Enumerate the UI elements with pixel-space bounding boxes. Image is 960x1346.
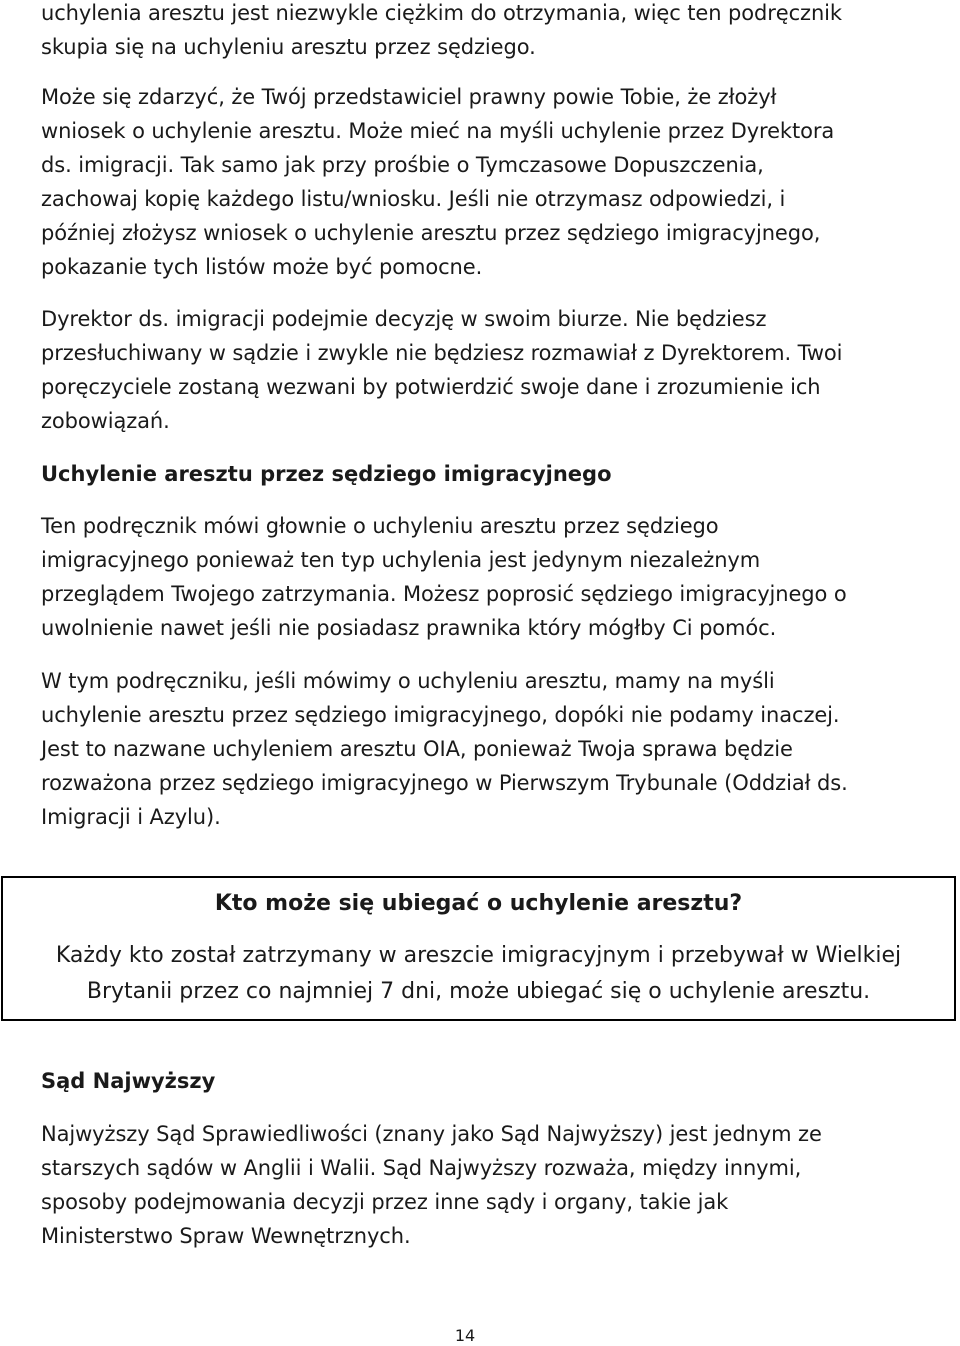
section-heading-immigration-judge: Uchylenie aresztu przez sędziego imigracyjnego [41,462,612,486]
text-line: Imigracji i Azylu). [41,805,221,829]
text-line: starszych sądów w Anglii i Walii. Sąd Najwyższy rozważa, między innymi, [41,1156,802,1180]
paragraph-intro [41,0,921,64]
text-line: Każdy kto został zatrzymany w areszcie imigracyjnym i przebywał w Wielkiej [55,943,902,968]
text-line: uchylenia aresztu jest niezwykle ciężkim do otrzymania, więc ten podręcznik [41,1,842,25]
text-line: uwolnienie nawet jeśli nie posiadasz prawnika który mógłby Ci pomóc. [41,616,777,640]
page-number: 14 [454,1326,476,1345]
text-line: sposoby podejmowania decyzji przez inne sądy i organy, takie jak [41,1190,729,1214]
text-line: przeglądem Twojego zatrzymania. Możesz poprosić sędziego imigracyjnego o [41,582,847,606]
text-line: imigracyjnego ponieważ ten typ uchylenia jest jedynym niezależnym [41,548,761,572]
text-line: wniosek o uchylenie aresztu. Może mieć na myśli uchylenie przez Dyrektora [41,119,835,143]
paragraph-legal-representative [41,80,921,284]
text-line: uchylenie aresztu przez sędziego imigracyjnego, dopóki nie podamy inaczej. [41,703,840,727]
eligibility-box [1,876,956,1021]
text-line: pokazanie tych listów może być pomocne. [41,255,483,279]
paragraph-director-decision [41,302,921,438]
text-line: Brytanii przez co najmniej 7 dni, może ubiegać się o uchylenie aresztu. [86,979,871,1004]
text-line: poręczyciele zostaną wezwani by potwierdzić swoje dane i zrozumienie ich [41,375,821,399]
text-line: ds. imigracji. Tak samo jak przy prośbie o Tymczasowe Dopuszczenia, [41,153,764,177]
eligibility-box-title: Kto może się ubiegać o uchylenie aresztu? [214,891,743,916]
text-line: Ministerstwo Spraw Wewnętrznych. [41,1224,411,1248]
text-line: Dyrektor ds. imigracji podejmie decyzję w swoim biurze. Nie będziesz [41,307,767,331]
text-line: zachowaj kopię każdego listu/wniosku. Jeśli nie otrzymasz odpowiedzi, i [41,187,786,211]
eligibility-box-body [3,938,954,1010]
text-line: rozważona przez sędziego imigracyjnego w Pierwszym Trybunale (Oddział ds. [41,771,848,795]
text-line: przesłuchiwany w sądzie i zwykle nie będziesz rozmawiał z Dyrektorem. Twoi [41,341,843,365]
paragraph-handbook-focus [41,509,921,645]
paragraph-high-court [41,1117,921,1253]
text-line: Najwyższy Sąd Sprawiedliwości (znany jako Sąd Najwyższy) jest jednym ze [41,1122,822,1146]
text-line: Może się zdarzyć, że Twój przedstawiciel prawny powie Tobie, że złożył [41,85,777,109]
text-line: zobowiązań. [41,409,170,433]
text-line: Jest to nazwane uchyleniem aresztu OIA, ponieważ Twoja sprawa będzie [41,737,793,761]
text-line: skupia się na uchyleniu aresztu przez sędziego. [41,35,536,59]
paragraph-oia-bail [41,664,921,834]
section-heading-high-court: Sąd Najwyższy [41,1069,216,1093]
text-line: później złożysz wniosek o uchylenie aresztu przez sędziego imigracyjnego, [41,221,821,245]
text-line: W tym podręczniku, jeśli mówimy o uchyleniu aresztu, mamy na myśli [41,669,775,693]
text-line: Ten podręcznik mówi głownie o uchyleniu aresztu przez sędziego [41,514,719,538]
